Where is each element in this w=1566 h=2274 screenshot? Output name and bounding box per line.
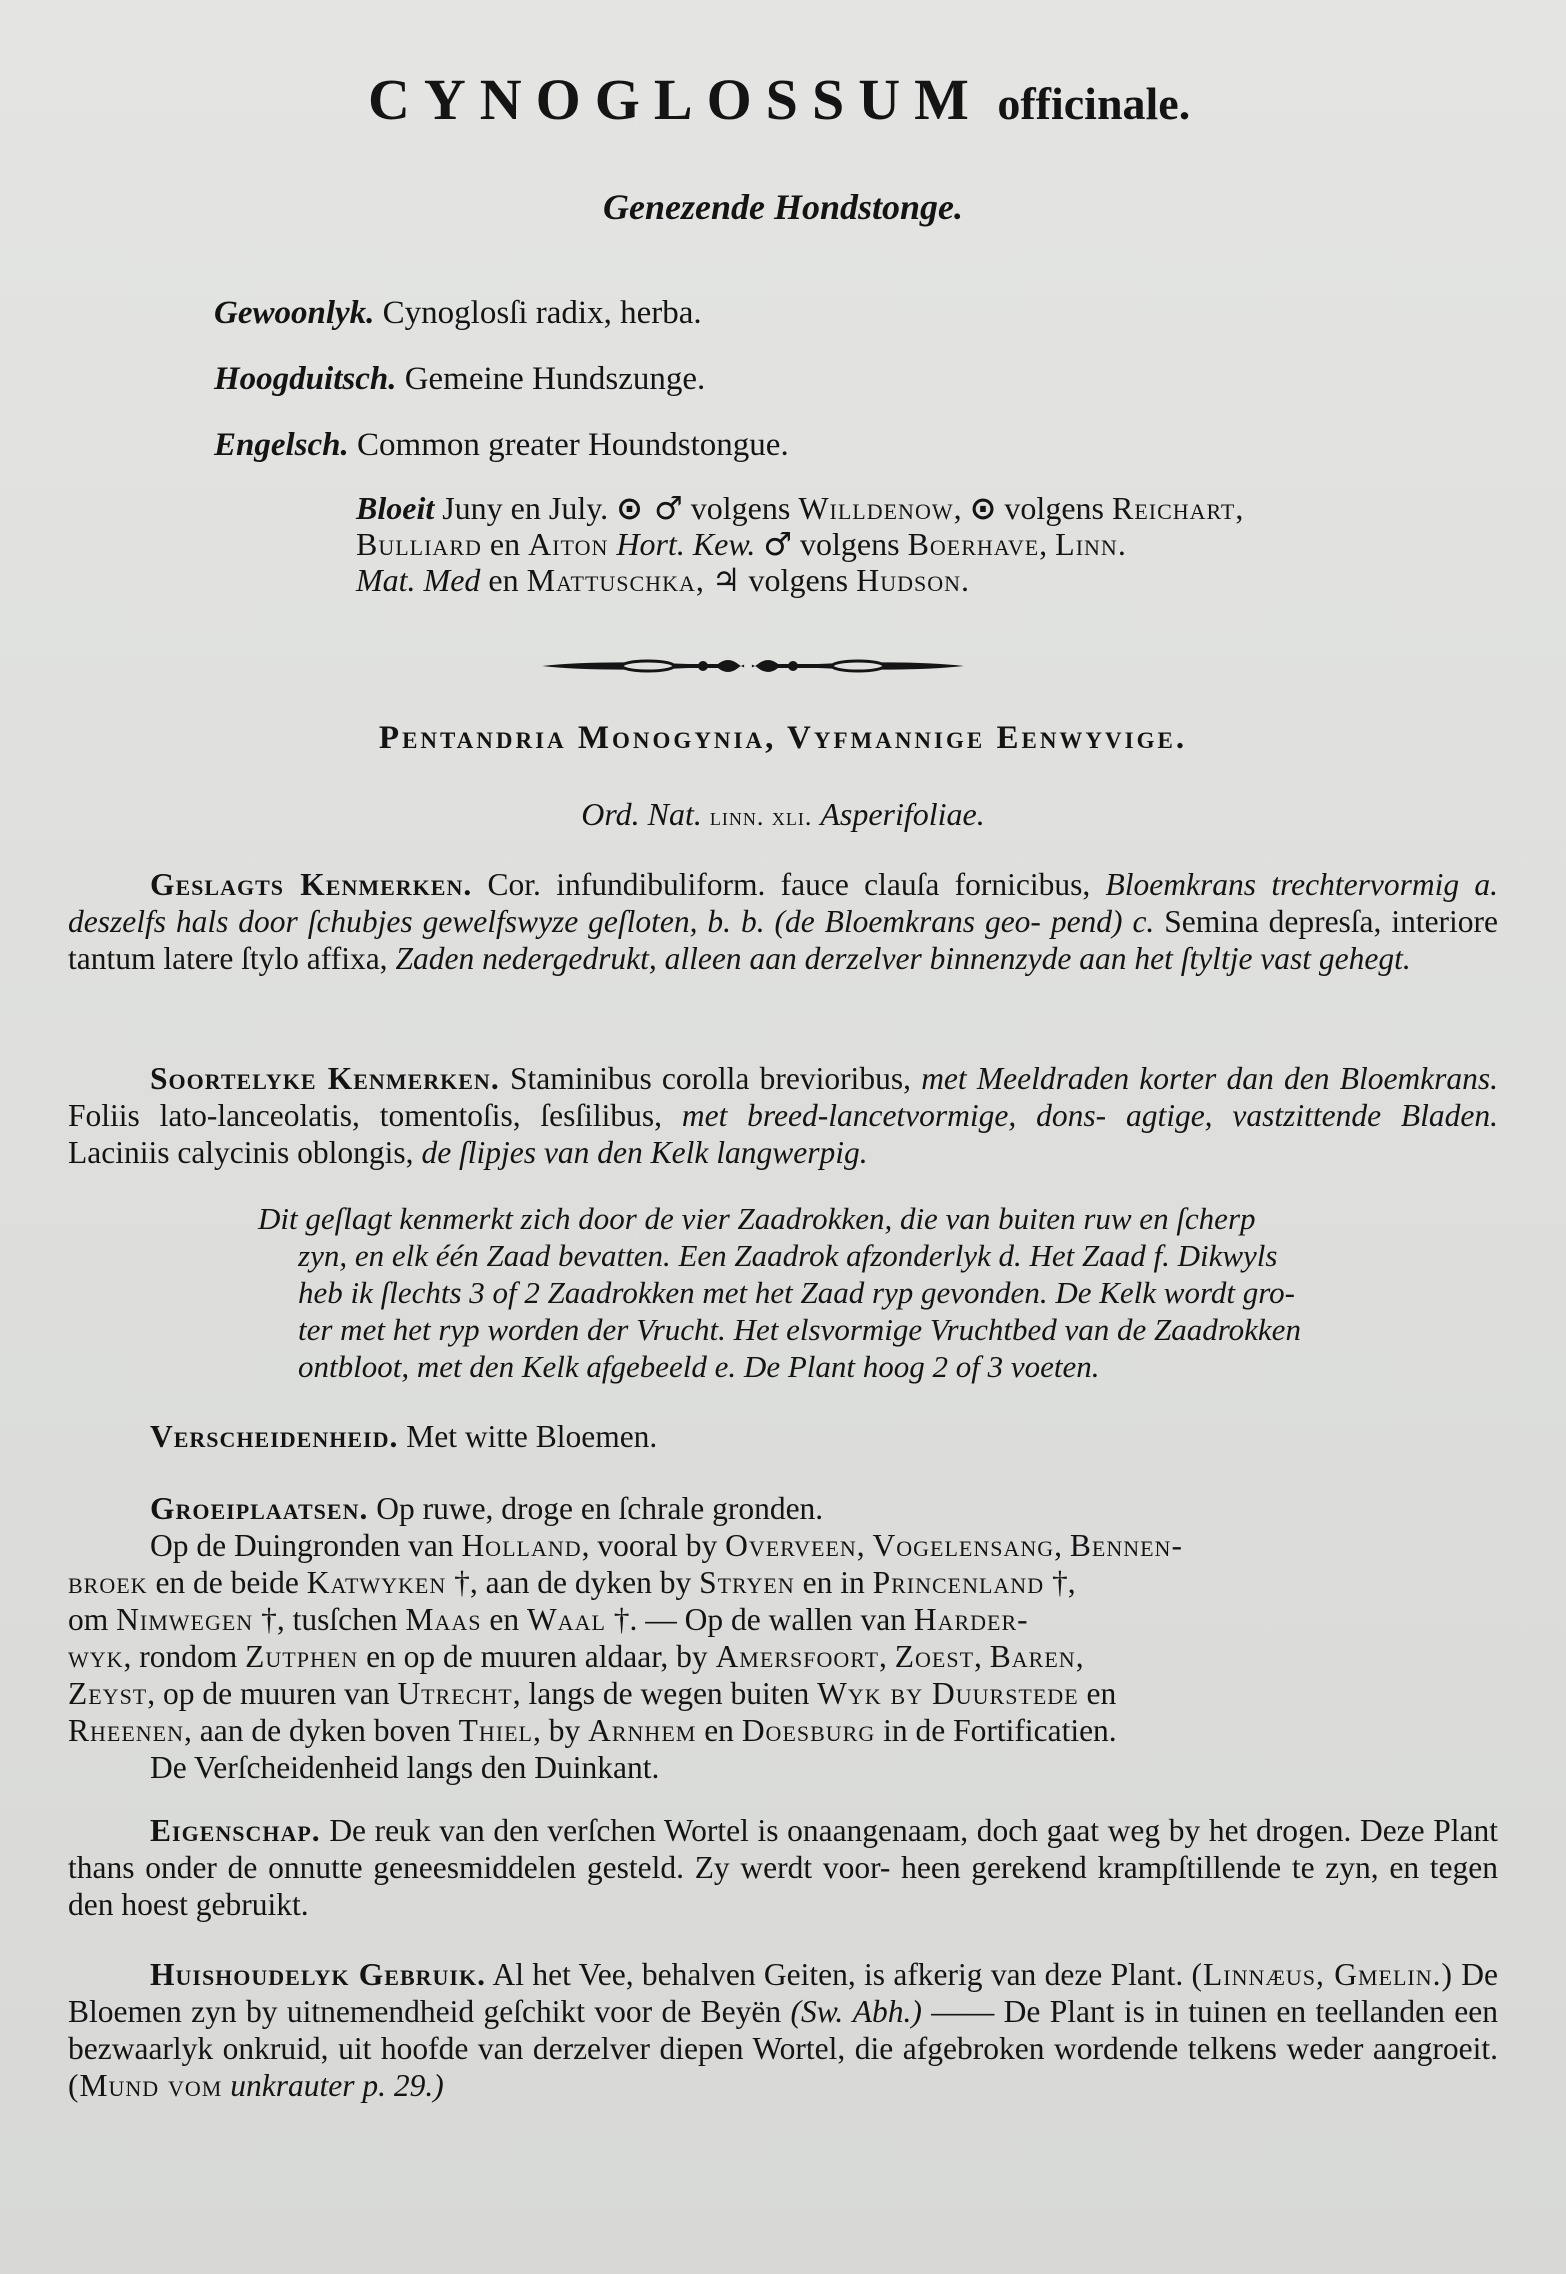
note-line: ontbloot, met den Kelk afgebeeld e. De Plant hoog 2 of 3 voeten. bbox=[298, 1349, 1100, 1384]
text-run: , bbox=[695, 562, 712, 598]
annual-symbol: ⊙ bbox=[969, 489, 997, 527]
text-run: . bbox=[961, 562, 969, 598]
place-name: Amersfoort bbox=[715, 1639, 880, 1674]
section-heading: Geslagts Kenmerken. bbox=[150, 867, 473, 902]
text-run: en op de muuren aldaar, by bbox=[358, 1639, 716, 1674]
author-hudson: Hudson bbox=[856, 562, 961, 598]
text-run: †, bbox=[1044, 1565, 1076, 1600]
name-label: Engelsch. bbox=[214, 427, 349, 463]
dutch-text: met breed-lancetvormige, dons- bbox=[681, 1098, 1107, 1133]
habitats-line-1 bbox=[68, 1527, 1498, 1564]
section-heading: Soortelyke Kenmerken. bbox=[150, 1061, 500, 1096]
text-run: †. — Op de wallen van bbox=[605, 1602, 914, 1637]
species-characters bbox=[68, 1060, 1498, 1171]
citation: unkrauter p. 29.) bbox=[230, 2068, 444, 2103]
place-name: Overveen bbox=[725, 1528, 857, 1563]
text-run: en de beide bbox=[147, 1565, 307, 1600]
place-name: Baren bbox=[989, 1639, 1076, 1674]
section-heading: Verscheidenheid. bbox=[150, 1419, 399, 1454]
dutch-text: agtige, vastzittende Bladen. bbox=[1125, 1098, 1499, 1133]
place-name: Utrecht bbox=[397, 1676, 513, 1711]
section-heading: Eigenschap. bbox=[150, 1813, 321, 1848]
author-mattuschka: Mattuschka bbox=[526, 562, 696, 598]
properties-text: heen gerekend krampſtillende te zyn, en tegen den hoest gebruikt. bbox=[68, 1850, 1499, 1922]
text-run: en in bbox=[794, 1565, 873, 1600]
varieties bbox=[68, 1418, 1498, 1455]
text-run: om bbox=[68, 1602, 117, 1637]
place-name: Wyk by Duurstede bbox=[817, 1676, 1079, 1711]
note-line: Dit geſlagt kenmerkt zich door de vier Zaadrokken, die van buiten ruw en ſcherp bbox=[258, 1201, 1256, 1236]
text-run: , bbox=[1075, 1639, 1084, 1674]
text-run: volgens bbox=[996, 490, 1112, 526]
citation: (Mund vom bbox=[68, 2068, 223, 2103]
name-row-gewoonlyk bbox=[214, 280, 789, 346]
common-name-subtitle: Genezende Hondstonge. bbox=[603, 187, 963, 227]
author-linn: Linn. bbox=[1055, 526, 1127, 562]
place-name: Doesburg bbox=[741, 1713, 876, 1748]
text-run: , langs de wegen buiten bbox=[512, 1676, 818, 1711]
author-bulliard: Bulliard bbox=[356, 526, 482, 562]
flowering-line-2 bbox=[356, 526, 1486, 562]
place-name: Zoest bbox=[894, 1639, 975, 1674]
text-run: en bbox=[480, 562, 527, 598]
work-hort-kew: Hort. Kew. bbox=[616, 526, 756, 562]
author-reichart: Reichart bbox=[1111, 490, 1236, 526]
varieties-text: Met witte Bloemen. bbox=[406, 1419, 658, 1454]
dutch-text: pend) c. bbox=[1050, 904, 1155, 939]
text-run: volgens bbox=[792, 526, 908, 562]
dutch-text: trechtervormig a. deszelfs hals door ſchubjes gewelfswyze geſloten, b. b. (de Bloemkrans geo- bbox=[68, 867, 1499, 939]
author-boerhave: Boerhave bbox=[907, 526, 1040, 562]
place-name: Princenland bbox=[872, 1565, 1045, 1600]
name-row-engelsch bbox=[214, 412, 789, 478]
text-run: Op de Duingronden van bbox=[150, 1528, 462, 1563]
text-run: , bbox=[879, 1639, 895, 1674]
text-run: , by bbox=[533, 1713, 589, 1748]
text-run: , vooral by bbox=[581, 1528, 726, 1563]
natural-order bbox=[68, 796, 1498, 833]
household-text: De Bloemen zyn by uitnemendheid geſchikt voor de Beyën bbox=[68, 1957, 1498, 2029]
text-run: †, tusſchen bbox=[253, 1602, 406, 1637]
author-aiton: Aiton bbox=[528, 526, 609, 562]
place-name: Waal bbox=[526, 1602, 606, 1637]
place-name: Holland bbox=[461, 1528, 582, 1563]
text-run: volgens bbox=[682, 490, 799, 526]
ord-nat-label: Ord. Nat. bbox=[581, 796, 702, 832]
biennial-symbol: ⊙ ♂ bbox=[616, 489, 683, 527]
author-willdenow: Willdenow bbox=[798, 490, 954, 526]
dutch-text: aan derzelver binnenzyde aan het ſtyltje vast gehegt. bbox=[749, 941, 1411, 976]
dutch-text: de ſlipjes van den Kelk langwerpig. bbox=[421, 1135, 868, 1170]
linnaean-class: Pentandria Monogynia, Vyfmannige Eenwyvige. bbox=[378, 720, 1188, 756]
properties-text: De reuk van den verſchen Wortel is onaangenaam, doch gaat weg by bbox=[329, 1813, 1201, 1848]
habitats-text: Op ruwe, droge en ſchrale gronden. bbox=[376, 1491, 824, 1526]
genus-name: CYNOGLOSSUM bbox=[368, 67, 983, 132]
household-text: derzelver diepen Wortel, die afgebroken wordende telkens weder aangroeit. bbox=[532, 2031, 1498, 2066]
note-line: zyn, en elk één Zaad bevatten. Een Zaadrok afzonderlyk d. Het Zaad f. Dikwyls bbox=[298, 1238, 1278, 1273]
place-name: Harder- bbox=[913, 1602, 1029, 1637]
text-run: en bbox=[1078, 1676, 1117, 1711]
name-label: Hoogduitsch. bbox=[214, 361, 397, 397]
note-line: heb ik ſlechts 3 of 2 Zaadrokken met het Zaad ryp gevonden. De Kelk wordt gro- bbox=[298, 1275, 1295, 1310]
place-name: Zeyst bbox=[68, 1676, 148, 1711]
text-run: en bbox=[481, 1602, 527, 1637]
page-title bbox=[368, 66, 1190, 133]
flowering-line-3 bbox=[356, 562, 1486, 598]
latin-text: Cor. infundibuliform. fauce clauſa fornicibus, bbox=[487, 867, 1091, 902]
perennial-symbol: ♃ bbox=[711, 561, 741, 599]
place-name: Rheenen bbox=[68, 1713, 184, 1748]
latin-text: Laciniis calycinis oblongis, bbox=[68, 1135, 414, 1170]
text-run: , bbox=[1054, 1528, 1070, 1563]
genus-note bbox=[258, 1200, 1498, 1385]
place-name: Bennen- bbox=[1069, 1528, 1183, 1563]
place-name: Maas bbox=[405, 1602, 482, 1637]
text-run: , rondom bbox=[123, 1639, 246, 1674]
citation: (Sw. bbox=[790, 1994, 844, 2029]
properties bbox=[68, 1812, 1498, 1923]
dutch-text: Zaden nedergedrukt, alleen bbox=[395, 941, 742, 976]
flowering-label: Bloeit bbox=[356, 490, 435, 526]
ord-name: Asperifoliae. bbox=[820, 796, 985, 832]
habitats-heading-line bbox=[68, 1490, 1498, 1527]
name-text: Gemeine Hundszunge. bbox=[404, 361, 706, 397]
text-run: †, aan de dyken by bbox=[446, 1565, 700, 1600]
household-text: —— De Plant is in tuinen en teellanden een bezwaarlyk onkruid, uit hoofde van bbox=[68, 1994, 1499, 2066]
place-name: Nimwegen bbox=[116, 1602, 254, 1637]
habitats bbox=[68, 1490, 1498, 1786]
properties-text: het drogen. Deze Plant thans onder de onnutte geneesmiddelen gesteld. Zy werdt voor- bbox=[68, 1813, 1499, 1885]
habitats-line-3 bbox=[68, 1601, 1498, 1638]
name-text: Cynoglosſi radix, herba. bbox=[382, 295, 702, 331]
text-run: Juny en July. bbox=[442, 490, 617, 526]
place-name: Zutphen bbox=[245, 1639, 359, 1674]
species-name: officinale. bbox=[997, 78, 1191, 129]
latin-text: Foliis lato-lanceolatis, tomentoſis, ſesſilibus, bbox=[68, 1098, 663, 1133]
dutch-text: den Bloemkrans. bbox=[1284, 1061, 1499, 1096]
text-run: , bbox=[856, 1528, 873, 1563]
habitats-variety-line: De Verſcheidenheid langs den Duinkant. bbox=[150, 1750, 660, 1785]
text-run: , bbox=[1235, 490, 1244, 526]
ornamental-divider bbox=[538, 652, 968, 680]
place-name: wyk bbox=[68, 1639, 124, 1674]
text-run: en bbox=[696, 1713, 742, 1748]
place-name: Thiel bbox=[458, 1713, 533, 1748]
text-run: , op de muuren van bbox=[147, 1676, 398, 1711]
text-run: in de Fortificatien. bbox=[875, 1713, 1117, 1748]
household-use bbox=[68, 1956, 1498, 2104]
flowering-paragraph bbox=[356, 490, 1486, 598]
text-run: , bbox=[953, 490, 970, 526]
citation: (Linnæus, Gmelin.) bbox=[1191, 1957, 1453, 1992]
text-run: , bbox=[974, 1639, 990, 1674]
work-mat-med: Mat. Med bbox=[356, 562, 481, 598]
name-row-hoogduitsch bbox=[214, 346, 789, 412]
place-name: Arnhem bbox=[588, 1713, 697, 1748]
dutch-text: met Meeldraden korter dan bbox=[921, 1061, 1274, 1096]
section-heading: Groeiplaatsen. bbox=[150, 1491, 369, 1526]
citation: Abh.) bbox=[852, 1994, 922, 2029]
habitats-line-4 bbox=[68, 1638, 1498, 1675]
latin-text: Semina depresſa, interiore tantum latere ſtylo affixa, bbox=[68, 904, 1499, 976]
name-label: Gewoonlyk. bbox=[214, 295, 375, 331]
ord-linn-number: linn. xli. bbox=[709, 802, 813, 831]
habitats-line-6 bbox=[68, 1712, 1498, 1749]
household-text: Al het Vee, behalven Geiten, is afkerig van deze Plant. bbox=[492, 1957, 1184, 1992]
section-heading: Huishoudelyk Gebruik. bbox=[150, 1957, 486, 1992]
note-line: ter met het ryp worden der Vrucht. Het elsvormige Vruchtbed van de Zaadrokken bbox=[298, 1312, 1301, 1347]
place-name: Stryen bbox=[699, 1565, 795, 1600]
name-text: Common greater Houndstongue. bbox=[357, 427, 789, 463]
habitats-line-2 bbox=[68, 1564, 1498, 1601]
text-run: en bbox=[481, 526, 529, 562]
vernacular-names bbox=[214, 280, 789, 478]
latin-text: Staminibus corolla brevioribus, bbox=[509, 1061, 911, 1096]
text-run: , aan de dyken boven bbox=[184, 1713, 459, 1748]
place-name: broek bbox=[68, 1565, 148, 1600]
habitats-line-5 bbox=[68, 1675, 1498, 1712]
flowering-line-1 bbox=[356, 490, 1486, 526]
place-name: Vogelensang bbox=[872, 1528, 1055, 1563]
place-name: Katwyken bbox=[306, 1565, 447, 1600]
text-run: , bbox=[1039, 526, 1056, 562]
genus-characters bbox=[68, 866, 1498, 977]
text-run: volgens bbox=[740, 562, 857, 598]
biennial-symbol: ♂ bbox=[763, 525, 793, 563]
dutch-text: Bloemkrans bbox=[1105, 867, 1257, 902]
